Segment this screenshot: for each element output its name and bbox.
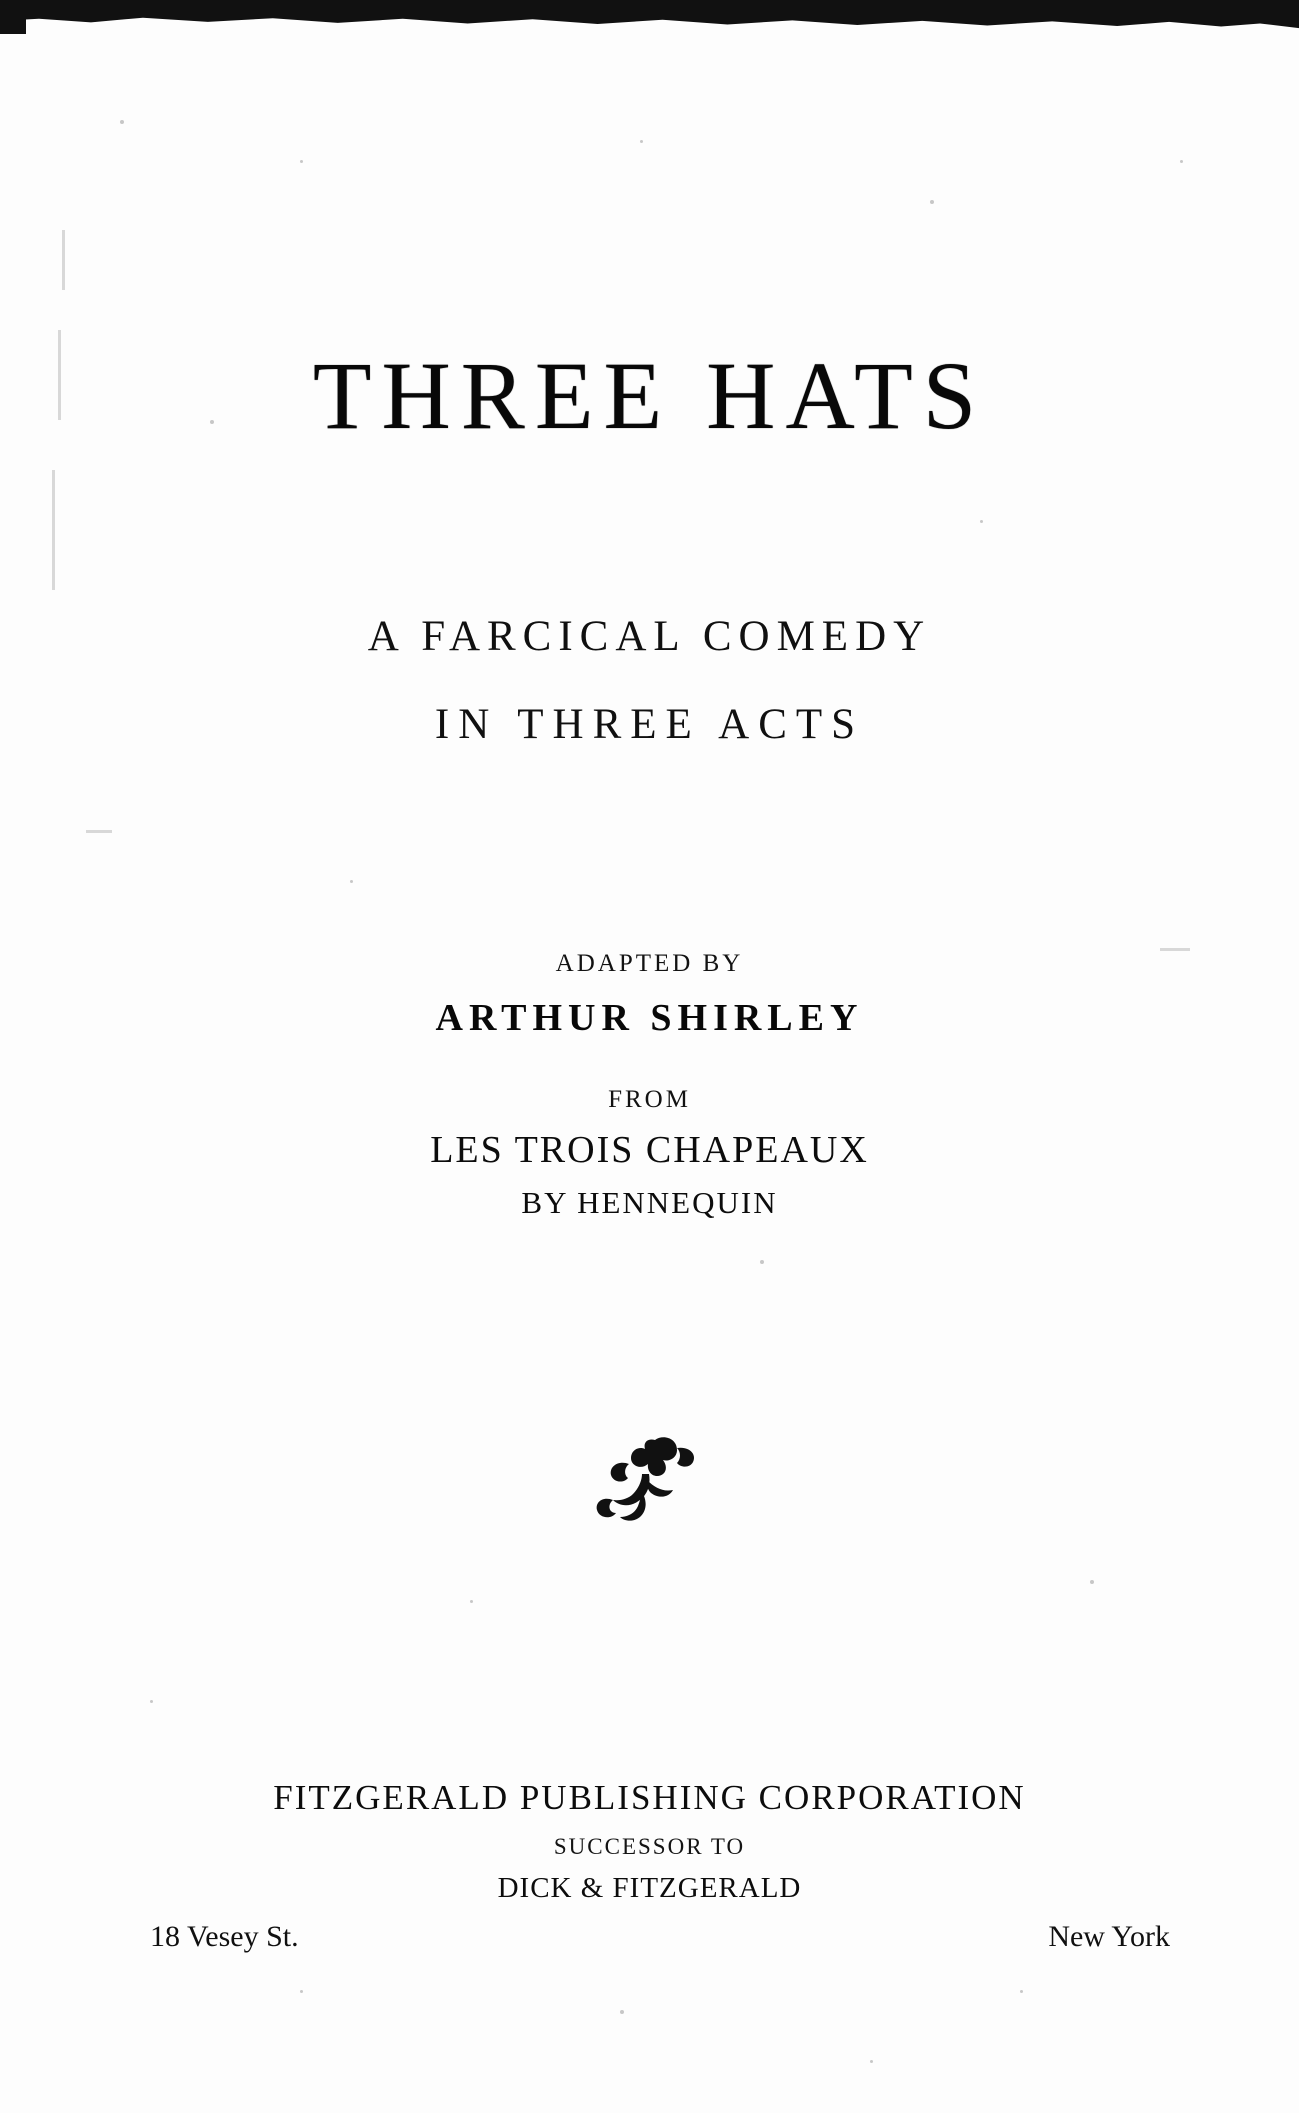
scan-speck bbox=[1020, 1990, 1023, 1993]
scan-speck bbox=[620, 2010, 624, 2014]
scan-speck bbox=[300, 1990, 303, 1993]
address-street: 18 Vesey St. bbox=[150, 1920, 299, 1953]
predecessor-name: DICK & FITZGERALD bbox=[497, 1872, 802, 1904]
scan-speck bbox=[930, 200, 934, 204]
scan-top-edge bbox=[0, 0, 1299, 34]
page-title: THREE HATS bbox=[312, 342, 987, 450]
scan-speck bbox=[1180, 160, 1183, 163]
scan-speck bbox=[760, 1260, 764, 1264]
scan-speck bbox=[1090, 1580, 1094, 1584]
scan-speck bbox=[150, 1700, 153, 1703]
address-city: New York bbox=[1048, 1920, 1170, 1953]
scan-speck bbox=[980, 520, 983, 523]
source-author: BY HENNEQUIN bbox=[521, 1185, 778, 1220]
imprint-address bbox=[150, 1920, 1170, 1954]
scan-streak bbox=[62, 230, 65, 290]
publisher-name: FITZGERALD PUBLISHING CORPORATION bbox=[273, 1778, 1026, 1817]
subtitle-genre: A FARCICAL COMEDY bbox=[367, 613, 932, 660]
scan-speck bbox=[350, 880, 353, 883]
scan-speck bbox=[470, 1600, 473, 1603]
scan-speck bbox=[640, 140, 643, 143]
scan-speck bbox=[120, 120, 124, 124]
scan-streak bbox=[86, 830, 112, 833]
scan-left-corner bbox=[0, 0, 26, 34]
scan-top-right-notch bbox=[1229, 0, 1299, 22]
successor-label: SUCCESSOR TO bbox=[553, 1834, 746, 1859]
scan-speck bbox=[870, 2060, 873, 2063]
source-work-title: LES TROIS CHAPEAUX bbox=[430, 1129, 869, 1171]
scan-speck bbox=[300, 160, 303, 163]
adapter-name: ARTHUR SHIRLEY bbox=[435, 997, 864, 1039]
adapted-by-label: ADAPTED BY bbox=[555, 950, 744, 977]
from-label: FROM bbox=[608, 1086, 691, 1113]
leaf-sprig-ornament-icon bbox=[585, 1430, 715, 1540]
subtitle-acts: IN THREE ACTS bbox=[434, 701, 865, 748]
scan-streak bbox=[52, 470, 55, 590]
